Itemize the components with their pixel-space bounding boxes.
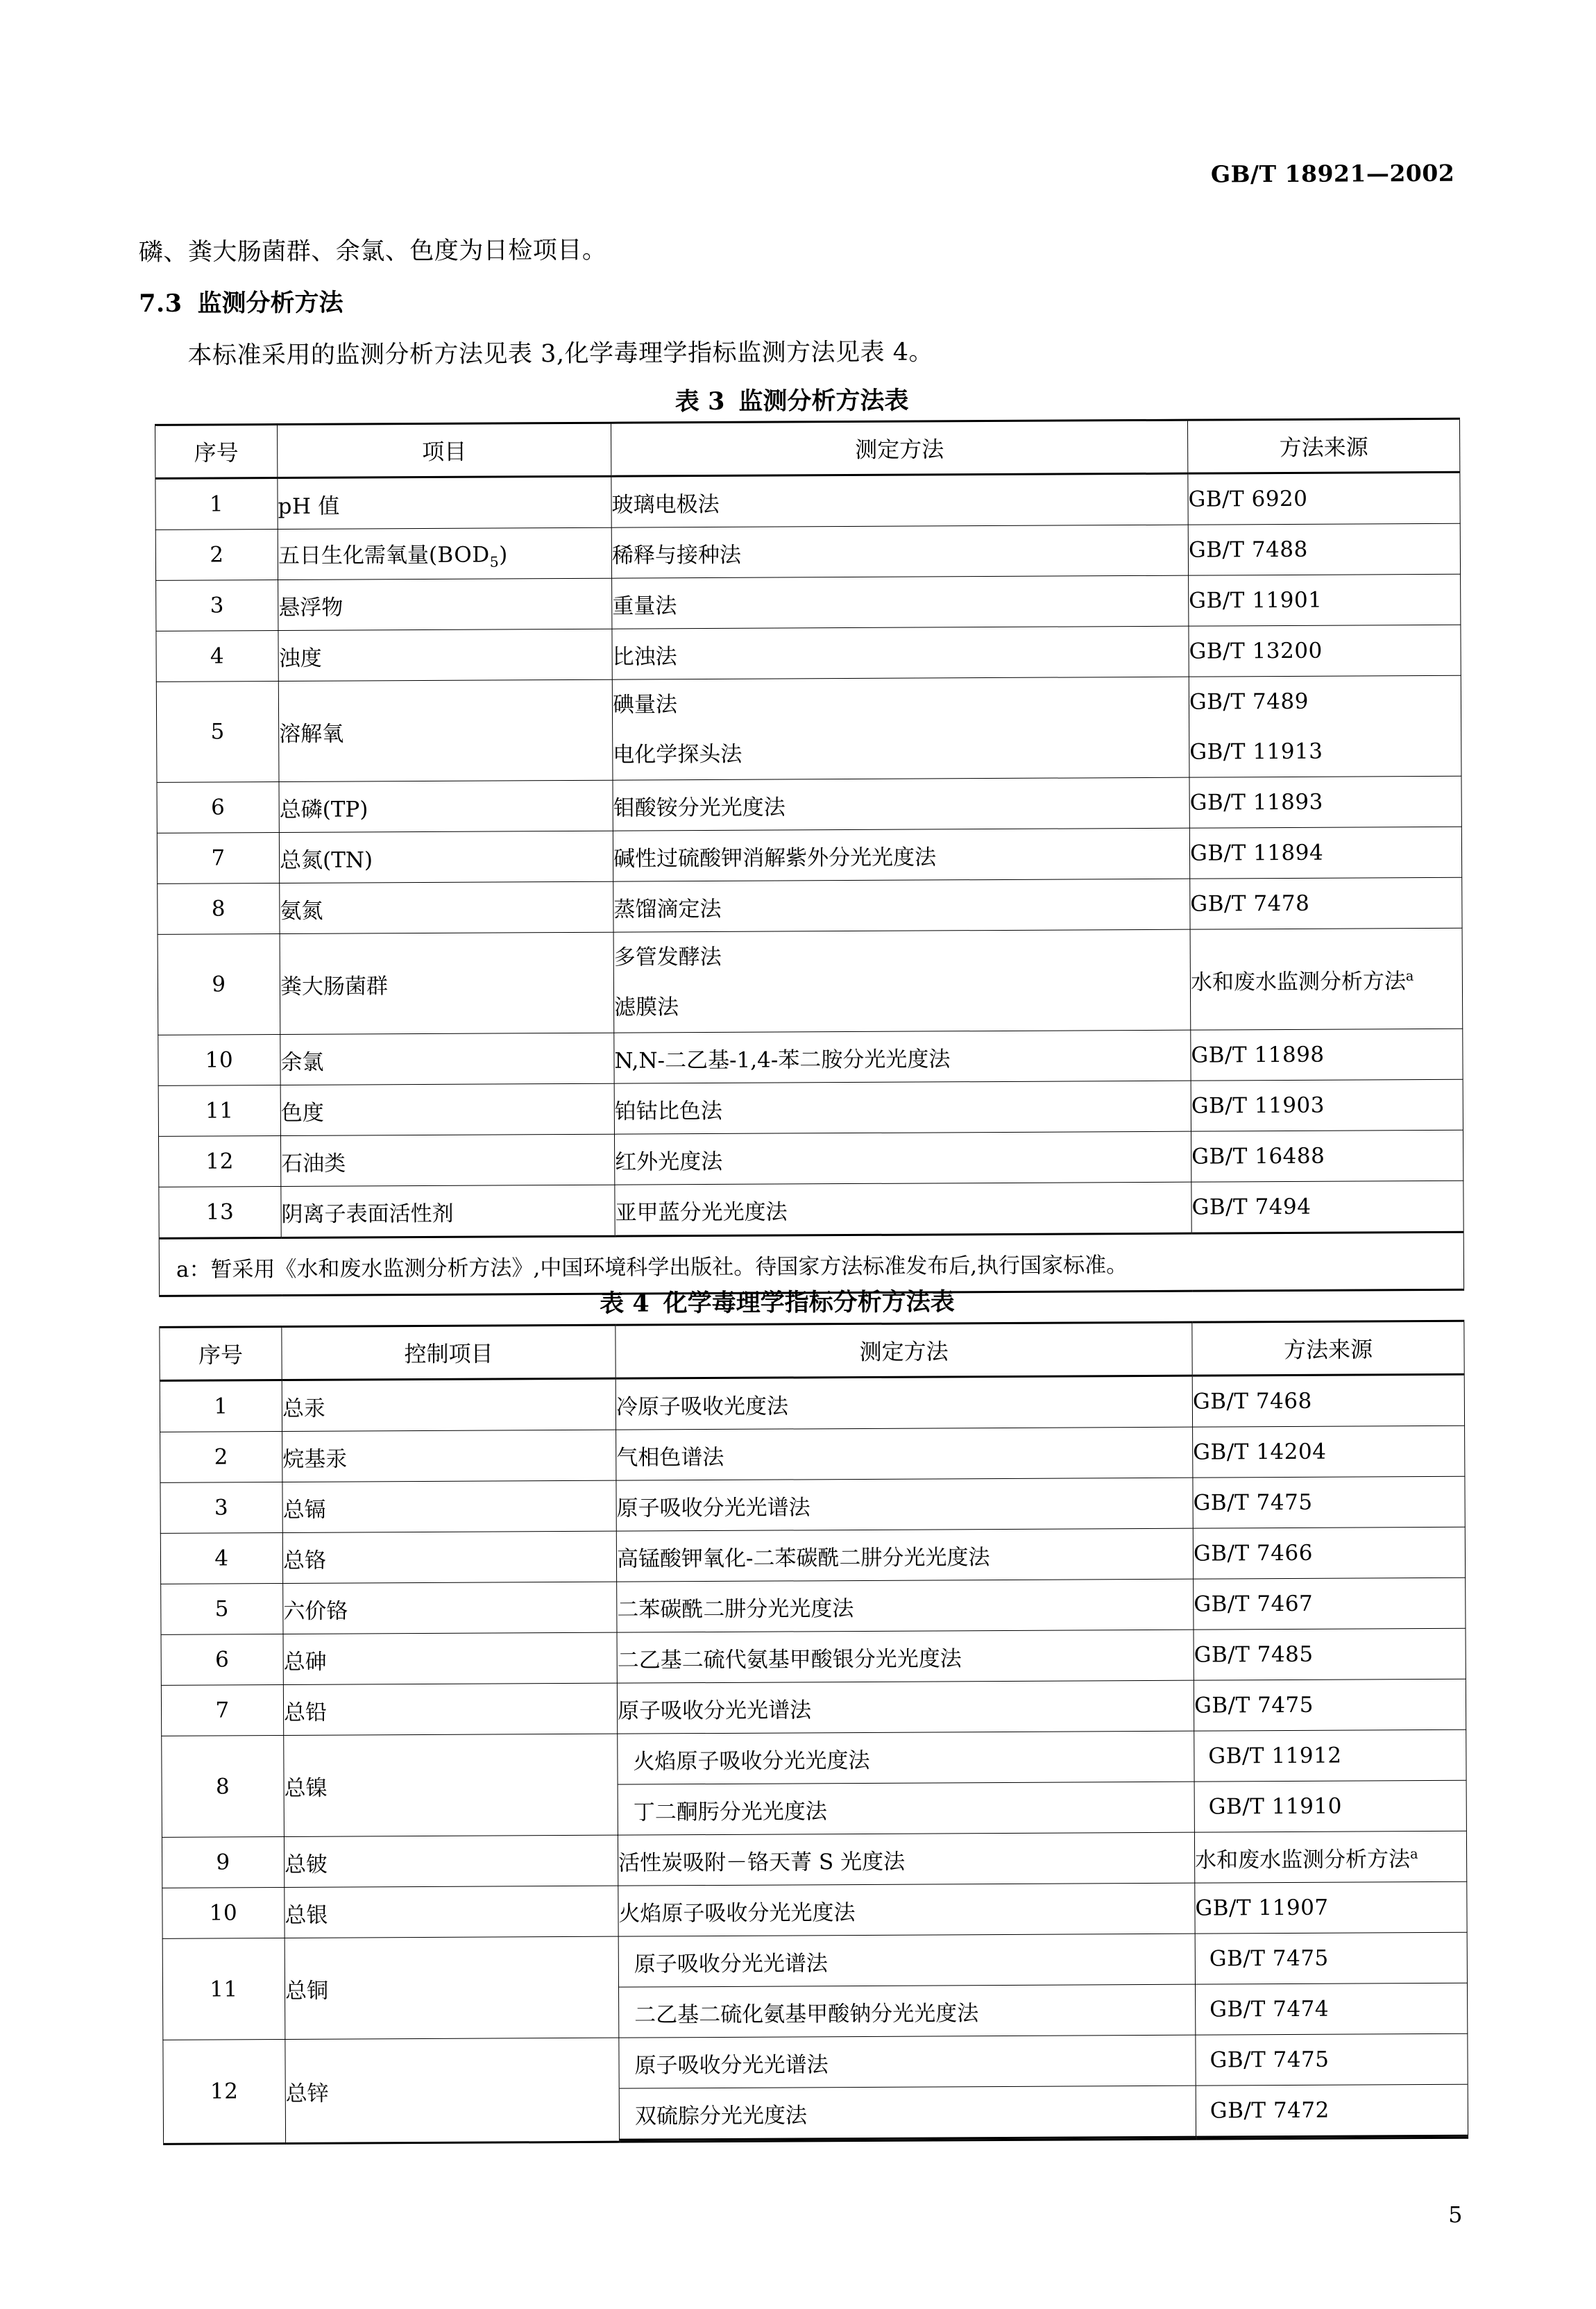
row-item: 五日生化需氧量$(BOD_5)$ <box>278 527 611 580</box>
row-no: 12 <box>159 1136 281 1187</box>
row-source-line1: GB/T 7475 <box>1196 1933 1467 1984</box>
table3-col-header-no: 序号 <box>155 425 277 479</box>
table3-caption <box>675 382 909 418</box>
table-row <box>158 877 1462 934</box>
row-method-line2: 滤膜法 <box>614 995 679 1020</box>
row-source: GB/T 7475 <box>1193 1476 1465 1528</box>
row-no: 8 <box>158 883 280 935</box>
row-method: 碱性过硫酸钾消解紫外分光光度法 <box>613 828 1189 881</box>
row-source: GB/T 7466 <box>1193 1527 1465 1579</box>
table3-caption-number: 表 3 <box>674 387 725 416</box>
row-source: GB/T 11898 <box>1191 1029 1463 1081</box>
row-source: GB/T 7468 <box>1192 1374 1464 1427</box>
row-method <box>612 677 1189 780</box>
row-method: 红外光度法 <box>614 1131 1191 1185</box>
table-row <box>156 675 1461 782</box>
row-source-line2: GB/T 11910 <box>1208 1793 1342 1820</box>
row-method-group <box>618 1731 1195 1835</box>
row-no: 10 <box>162 1888 285 1939</box>
row-source: GB/T 7467 <box>1194 1578 1466 1630</box>
row-method: 火焰原子吸收分光光度法 <box>618 1883 1195 1936</box>
table-row <box>158 1029 1463 1085</box>
table-monitoring-analysis-methods <box>155 418 1464 1297</box>
table4-caption <box>600 1283 955 1319</box>
row-item: 总铬 <box>282 1531 616 1583</box>
row-method-line1: 火焰原子吸收分光光度法 <box>618 1732 1194 1785</box>
row-method: 玻璃电极法 <box>611 473 1188 527</box>
row-no: 2 <box>155 530 278 581</box>
row-source: GB/T 11907 <box>1195 1881 1467 1934</box>
row-item: 六价铬 <box>283 1582 617 1634</box>
row-item: 总砷 <box>283 1632 617 1684</box>
table-row <box>160 1527 1465 1584</box>
row-method: 原子吸收分光光谱法 <box>617 1680 1194 1734</box>
row-item: 总铜 <box>285 1936 619 2039</box>
row-no: 1 <box>155 478 278 530</box>
row-source: GB/T 7478 <box>1190 877 1462 929</box>
row-item: 烷基汞 <box>282 1430 616 1482</box>
row-item: 石油类 <box>281 1134 615 1186</box>
row-source-footnote-marker: a <box>1405 967 1414 984</box>
row-source: GB/T 11894 <box>1189 827 1461 879</box>
row-source <box>1189 675 1461 777</box>
table-row <box>160 1374 1464 1432</box>
row-no: 6 <box>161 1634 283 1686</box>
table-row <box>158 1079 1463 1136</box>
row-source: GB/T 7485 <box>1194 1628 1466 1680</box>
row-method: 二苯碳酰二肼分光光度法 <box>617 1579 1194 1632</box>
row-method-line1: 原子吸收分光光谱法 <box>619 2036 1195 2089</box>
row-method: 气相色谱法 <box>616 1427 1193 1480</box>
table-row <box>162 1729 1467 1837</box>
row-item: 溶解氧 <box>278 679 613 781</box>
row-no: 3 <box>160 1482 282 1534</box>
row-source: GB/T 11901 <box>1189 574 1461 626</box>
row-source-group <box>1196 2033 1468 2139</box>
row-no: 12 <box>163 2040 286 2145</box>
row-method: 比浊法 <box>612 626 1189 679</box>
row-method-line2: 丁二酮肟分光光度法 <box>633 1798 827 1825</box>
row-source: GB/T 16488 <box>1191 1130 1463 1182</box>
table4-caption-title: 化学毒理学指标分析方法表 <box>663 1287 955 1318</box>
row-method: 钼酸铵分光光度法 <box>613 777 1189 831</box>
row-item: 余氯 <box>280 1033 614 1085</box>
table3-col-header-source: 方法来源 <box>1187 418 1459 473</box>
page-number: 5 <box>1448 2201 1463 2228</box>
row-source <box>1194 1831 1466 1883</box>
row-source: GB/T 13200 <box>1189 625 1461 677</box>
row-item: 悬浮物 <box>278 578 612 630</box>
row-no: 1 <box>160 1380 282 1432</box>
table3-footnote: a：暂采用《水和废水监测分析方法》,中国环境科学出版社。待国家方法标准发布后,执行国家标准。 <box>159 1232 1463 1296</box>
row-no: 4 <box>160 1533 282 1584</box>
row-method: N,N-二乙基-1,4-苯二胺分光光度法 <box>614 1030 1191 1083</box>
continued-paragraph: 磷、粪大肠菌群、余氯、色度为日检项目。 <box>138 236 607 267</box>
row-method: 铂钴比色法 <box>614 1081 1191 1134</box>
row-item: 浊度 <box>278 629 612 681</box>
row-item: 总镍 <box>284 1734 618 1836</box>
table-row <box>163 2033 1468 2144</box>
row-item: 粪大肠菌群 <box>280 932 614 1034</box>
row-no: 11 <box>158 1085 280 1137</box>
row-source: GB/T 7488 <box>1188 523 1460 575</box>
row-item: 总镉 <box>282 1480 616 1532</box>
row-method-line2: 双硫腙分光光度法 <box>620 2086 1196 2140</box>
running-head: GB/T 18921—2002 <box>1210 159 1455 188</box>
row-source-line1: GB/T 11912 <box>1194 1730 1466 1782</box>
row-method: 稀释与接种法 <box>611 525 1188 578</box>
row-source: GB/T 11893 <box>1189 776 1461 828</box>
row-method-line1: 碘量法 <box>612 692 678 718</box>
table-chemical-toxicology-methods <box>159 1320 1468 2145</box>
row-item: 总汞 <box>282 1378 616 1431</box>
row-no: 4 <box>156 631 278 682</box>
table-row <box>158 928 1463 1035</box>
row-source-group <box>1195 1932 1468 2035</box>
table-row <box>162 1932 1468 2040</box>
table-row <box>160 1476 1465 1533</box>
table4-col-header-method: 测定方法 <box>616 1322 1192 1378</box>
row-no: 2 <box>160 1432 282 1483</box>
row-method-group <box>618 1934 1196 2038</box>
row-no: 3 <box>156 580 278 632</box>
table-row <box>157 827 1461 883</box>
row-method-line2: 电化学探头法 <box>613 741 742 768</box>
row-method: 活性炭吸附－铬天菁 S 光度法 <box>618 1832 1194 1886</box>
row-no: 5 <box>156 682 279 783</box>
clause-title: 监测分析方法 <box>197 288 343 318</box>
row-method-line1: 多管发酵法 <box>613 944 722 970</box>
row-item: 总银 <box>285 1886 618 1938</box>
table-row <box>160 1426 1465 1482</box>
table-row <box>161 1679 1466 1736</box>
table4-col-header-no: 序号 <box>160 1327 282 1381</box>
row-source-line2: GB/T 11913 <box>1189 738 1323 765</box>
row-method: 重量法 <box>612 575 1189 629</box>
row-item: 氨氮 <box>280 881 613 933</box>
row-item: 总铍 <box>284 1835 618 1887</box>
row-method: 原子吸收分光光谱法 <box>616 1478 1193 1531</box>
clause-heading <box>139 284 343 319</box>
row-no: 9 <box>162 1837 284 1888</box>
row-source: GB/T 6920 <box>1188 472 1460 525</box>
table3-caption-title: 监测分析方法表 <box>738 386 909 416</box>
row-no: 7 <box>157 833 279 884</box>
row-source: GB/T 11903 <box>1191 1079 1463 1131</box>
table3-col-header-method: 测定方法 <box>611 420 1187 476</box>
row-item: 阴离子表面活性剂 <box>281 1185 615 1237</box>
intro-paragraph: 本标准采用的监测分析方法见表 3,化学毒理学指标监测方法见表 4。 <box>187 338 934 370</box>
row-source-footnote-marker: a <box>1410 1845 1418 1862</box>
table3-col-header-item: 项目 <box>277 423 611 477</box>
table-row <box>162 1831 1466 1888</box>
row-no: 10 <box>158 1035 280 1086</box>
row-item: 色度 <box>280 1083 614 1135</box>
table-row <box>162 1881 1467 1938</box>
row-item: 总锌 <box>285 2038 620 2143</box>
row-no: 7 <box>161 1685 283 1736</box>
row-item: 总铅 <box>283 1683 617 1735</box>
row-source-text: 水和废水监测分析方法 <box>1190 968 1407 995</box>
table3-header-row <box>155 418 1459 478</box>
row-method: 高锰酸钾氧化-二苯碳酰二肼分光光度法 <box>616 1528 1193 1582</box>
row-method: 蒸馏滴定法 <box>613 879 1190 932</box>
row-source-text: 水和废水监测分析方法 <box>1195 1846 1411 1873</box>
row-source-line1: GB/T 7475 <box>1196 2034 1467 2086</box>
table-row <box>155 523 1460 580</box>
row-method <box>613 929 1191 1033</box>
row-method: 冷原子吸收光度法 <box>616 1376 1192 1430</box>
table4-caption-number: 表 4 <box>600 1289 650 1318</box>
row-method: 二乙基二硫代氨基甲酸银分光光度法 <box>617 1630 1194 1683</box>
row-source: GB/T 7494 <box>1191 1181 1463 1233</box>
row-source: GB/T 14204 <box>1193 1426 1465 1478</box>
row-no: 11 <box>162 1938 285 2040</box>
table-row <box>156 574 1461 631</box>
row-no: 5 <box>161 1584 283 1635</box>
table4-header-row <box>160 1321 1464 1380</box>
row-source: GB/T 7475 <box>1194 1679 1466 1731</box>
row-source-line2: GB/T 7474 <box>1209 1996 1330 2022</box>
row-method-line1: 原子吸收分光光谱法 <box>619 1934 1195 1988</box>
table-row <box>159 1181 1463 1238</box>
row-source-line2: GB/T 7472 <box>1196 2084 1468 2137</box>
table4-col-header-source: 方法来源 <box>1192 1321 1464 1376</box>
row-no: 9 <box>158 934 280 1035</box>
row-item: 总氮(TN) <box>279 831 613 883</box>
table-row <box>161 1628 1466 1685</box>
row-item: pH 值 <box>278 476 611 529</box>
row-item: 总磷(TP) <box>279 780 613 832</box>
table-row <box>157 776 1461 833</box>
row-method-line2: 二乙基二硫化氨基甲酸钠分光光度法 <box>634 2000 979 2028</box>
row-no: 8 <box>162 1736 285 1838</box>
clause-number: 7.3 <box>139 289 182 319</box>
row-method-group <box>619 2035 1196 2142</box>
table-row <box>159 1130 1463 1187</box>
row-source <box>1190 928 1463 1030</box>
row-method: 亚甲蓝分光光度法 <box>615 1182 1191 1236</box>
row-no: 13 <box>159 1187 281 1239</box>
row-source-line1: GB/T 7489 <box>1189 688 1309 715</box>
table-row <box>155 472 1460 530</box>
table4-col-header-item: 控制项目 <box>282 1325 616 1380</box>
row-no: 6 <box>157 782 279 834</box>
row-source-group <box>1194 1729 1467 1832</box>
table-row <box>156 625 1461 682</box>
table-row <box>161 1578 1466 1634</box>
